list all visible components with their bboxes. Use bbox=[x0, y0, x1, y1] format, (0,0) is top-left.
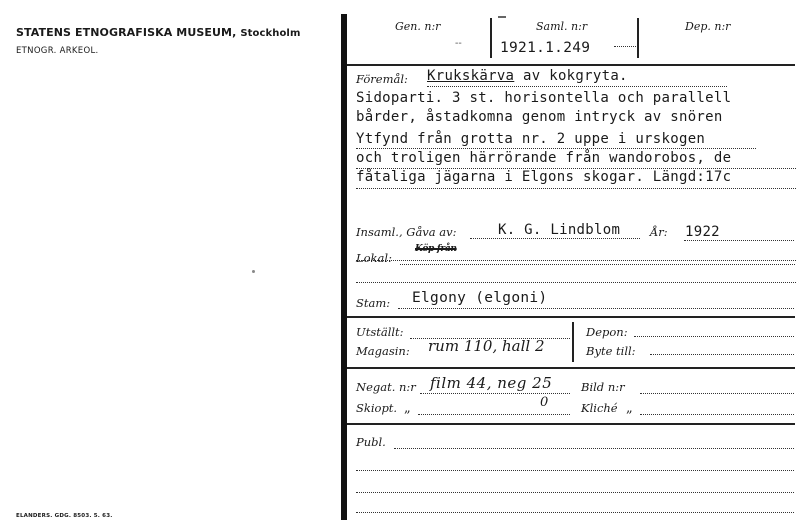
dots bbox=[356, 512, 794, 513]
saml-dots bbox=[614, 46, 636, 47]
kliche-ditto: „ bbox=[626, 401, 633, 416]
byte-label: Byte till: bbox=[586, 344, 636, 358]
object-name: Krukskärva bbox=[427, 68, 515, 84]
negat-value: film 44, neg 25 bbox=[430, 374, 553, 392]
magasin-label: Magasin: bbox=[356, 344, 410, 358]
description-line: Sidoparti. 3 st. horisontella och parallell bbox=[356, 90, 732, 106]
card-border bbox=[341, 14, 347, 520]
dep-label: Dep. n:r bbox=[685, 20, 731, 33]
gen-label: Gen. n:r bbox=[395, 20, 441, 33]
header-divider bbox=[490, 18, 492, 58]
foremal-label: Föremål: bbox=[356, 72, 408, 86]
magasin-value: rum 110, hall 2 bbox=[428, 337, 545, 355]
skiopt-label: Skiopt. bbox=[356, 401, 398, 415]
donor-name: K. G. Lindblom bbox=[498, 222, 621, 238]
negat-label: Negat. n:r bbox=[356, 380, 416, 394]
negat-rule bbox=[347, 367, 795, 369]
gen-value: -- bbox=[455, 38, 462, 49]
dots bbox=[356, 188, 796, 189]
object-rest: av kokgryta. bbox=[523, 68, 628, 84]
dots bbox=[356, 282, 796, 283]
skiopt-value: 0 bbox=[540, 395, 549, 410]
dots bbox=[394, 448, 794, 449]
printer-mark: ELANDERS. GDG. 8503. 5. 63. bbox=[16, 513, 113, 519]
bild-label: Bild n:r bbox=[581, 380, 625, 394]
header-divider bbox=[637, 18, 639, 58]
dots bbox=[356, 148, 756, 149]
dots bbox=[356, 470, 794, 471]
foremal-dots bbox=[427, 86, 727, 87]
publ-label: Publ. bbox=[356, 435, 386, 449]
ink-mark bbox=[498, 16, 506, 18]
dots bbox=[356, 260, 796, 261]
lokal-dots bbox=[400, 264, 795, 265]
dots bbox=[684, 240, 794, 241]
description-line: och troligen härrörande från wandorobos, de bbox=[356, 150, 732, 166]
dots bbox=[650, 354, 794, 355]
publ-rule bbox=[347, 423, 795, 425]
dots bbox=[634, 336, 794, 337]
stam-value: Elgony (elgoni) bbox=[412, 290, 548, 306]
header-rule bbox=[347, 64, 795, 66]
stam-label: Stam: bbox=[356, 296, 391, 310]
dots bbox=[470, 238, 640, 239]
struck-text: Köp från bbox=[415, 244, 457, 254]
depon-label: Depon: bbox=[586, 325, 628, 339]
storage-rule bbox=[347, 316, 795, 318]
saml-value: 1921.1.249 bbox=[500, 40, 591, 56]
insaml-label: Insaml., Gåva av: bbox=[356, 225, 457, 239]
museum-city: Stockholm bbox=[240, 28, 301, 39]
lokal-label: Lokal: bbox=[356, 251, 392, 265]
saml-label: Saml. n:r bbox=[536, 20, 588, 33]
dots bbox=[420, 393, 570, 394]
year-value: 1922 bbox=[685, 224, 720, 240]
description-line: fåtaliga jägarna i Elgons skogar. Längd:17c bbox=[356, 169, 732, 185]
description-line: Ytfynd från grotta nr. 2 uppe i urskogen bbox=[356, 131, 706, 147]
skiopt-ditto: „ bbox=[404, 401, 411, 416]
fold-mark bbox=[252, 270, 255, 273]
utstallt-label: Utställt: bbox=[356, 325, 404, 339]
museum-name: STATENS ETNOGRAFISKA MUSEUM, bbox=[16, 26, 237, 39]
dots bbox=[398, 308, 794, 309]
dots bbox=[418, 414, 570, 415]
kliche-label: Kliché bbox=[581, 401, 618, 415]
dots bbox=[640, 414, 794, 415]
storage-divider bbox=[572, 322, 574, 362]
dots bbox=[640, 393, 794, 394]
description-line: bårder, åstadkomna genom intryck av snören bbox=[356, 109, 723, 125]
department-label: ETNOGR. ARKEOL. bbox=[16, 46, 99, 56]
year-label: År: bbox=[650, 225, 668, 239]
museum-title bbox=[16, 26, 300, 39]
foremal-object bbox=[427, 68, 628, 84]
dots bbox=[356, 492, 794, 493]
